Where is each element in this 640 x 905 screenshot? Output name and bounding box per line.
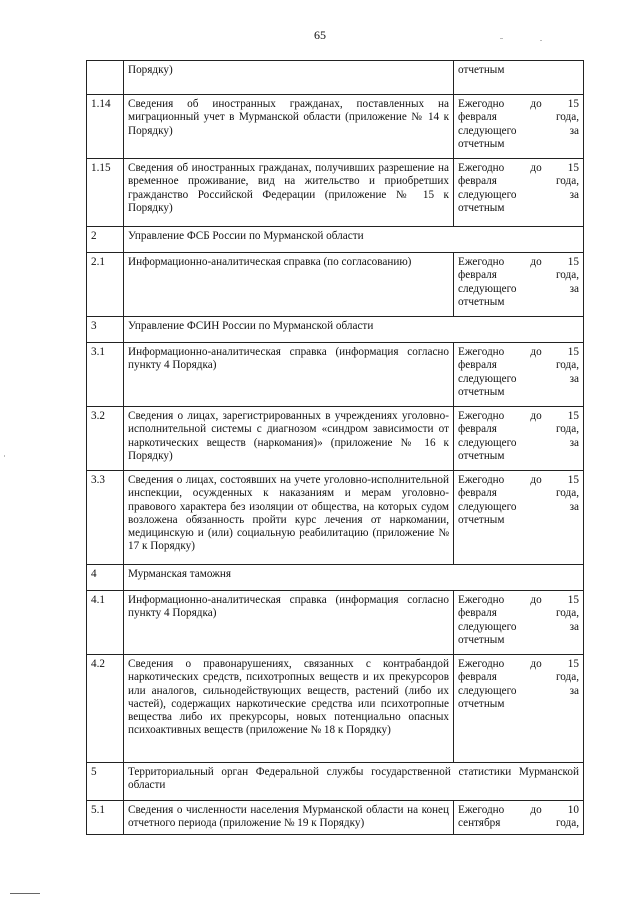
deadline-line: следующего за <box>458 188 579 201</box>
deadline-line: февраля года, <box>458 359 579 372</box>
section-row <box>87 763 584 801</box>
deadline-line: следующего за <box>458 372 579 385</box>
item-description: Информационно-аналитическая справка (информация согласно пункту 4 Порядка) <box>124 343 454 407</box>
reporting-deadline <box>454 343 584 407</box>
reporting-deadline <box>454 253 584 317</box>
item-description: Сведения об иностранных гражданах, поставленных на миграционный учет в Мурманской области (приложение № 14 к Порядку) <box>124 95 454 159</box>
section-row <box>87 565 584 591</box>
item-description: Информационно-аналитическая справка (информация согласно пункту 4 Порядка) <box>124 591 454 655</box>
row-number: 3.2 <box>87 407 124 471</box>
reporting-deadline <box>454 407 584 471</box>
deadline-line: Ежегодно до 15 <box>458 346 579 358</box>
deadline-line: отчетным <box>458 449 505 462</box>
item-description: Сведения о правонарушениях, связанных с контрабандой наркотических средств, психотропных веществ и их прекурсоров или аналогов, сильнодействующих веществ, растений (либо их частей), содержащих наркотические средства или психотропные вещества либо их прекурсоры, новых потенциально опасных психоактивных веществ (приложение № 18 к Порядку) <box>124 655 454 763</box>
row-number: 2 <box>87 227 124 253</box>
table-row <box>87 343 584 407</box>
section-row <box>87 227 584 253</box>
deadline-line: отчетным <box>458 385 505 398</box>
deadline-line: следующего за <box>458 124 579 137</box>
deadline-line: следующего за <box>458 282 579 295</box>
deadline-line: следующего за <box>458 500 579 513</box>
table-row <box>87 655 584 763</box>
row-number: 5.1 <box>87 801 124 835</box>
section-title: Мурманская таможня <box>124 565 584 591</box>
reporting-deadline <box>454 591 584 655</box>
reporting-deadline <box>454 61 584 95</box>
deadline-line: отчетным <box>458 697 505 710</box>
item-description: Сведения о численности населения Мурманской области на конец отчетного периода (приложение № 19 к Порядку) <box>124 801 454 835</box>
row-number: 4 <box>87 565 124 591</box>
row-number: 1.15 <box>87 159 124 227</box>
scan-mark <box>4 455 5 457</box>
item-description: Информационно-аналитическая справка (по согласованию) <box>124 253 454 317</box>
deadline-line: следующего за <box>458 684 579 697</box>
deadline-line: Ежегодно до 15 <box>458 98 579 110</box>
deadline-line: февраля года, <box>458 269 579 282</box>
reporting-deadline <box>454 801 584 835</box>
table-body <box>87 61 584 835</box>
scan-mark <box>500 38 503 39</box>
deadline-line: февраля года, <box>458 423 579 436</box>
row-number: 3 <box>87 317 124 343</box>
deadline-line: отчетным <box>458 295 505 308</box>
table-row <box>87 61 584 95</box>
section-title: Территориальный орган Федеральной службы государственной статистики Мурманской области <box>124 763 584 801</box>
page-number: 65 <box>314 28 326 42</box>
reporting-deadline <box>454 159 584 227</box>
item-description: Сведения о лицах, зарегистрированных в учреждениях уголовно-исполнительной системы с диагнозом «синдром зависимости от наркотических веществ (наркомания)» (приложение № 16 к Порядку) <box>124 407 454 471</box>
row-number: 5 <box>87 763 124 801</box>
deadline-line: следующего за <box>458 436 579 449</box>
row-number: 3.3 <box>87 471 124 565</box>
deadline-line: февраля года, <box>458 671 579 684</box>
deadline-line: Ежегодно до 15 <box>458 410 579 422</box>
reporting-deadline <box>454 95 584 159</box>
deadline-line: Ежегодно до 15 <box>458 594 579 606</box>
deadline-line: следующего за <box>458 620 579 633</box>
deadline-line: Ежегодно до 10 <box>458 804 579 816</box>
deadline-line: Ежегодно до 15 <box>458 658 579 670</box>
row-number: 4.2 <box>87 655 124 763</box>
item-description: Порядку) <box>124 61 454 95</box>
deadline-line: Ежегодно до 15 <box>458 162 579 174</box>
scan-mark <box>10 893 40 894</box>
deadline-line: февраля года, <box>458 111 579 124</box>
scan-mark <box>540 40 542 41</box>
deadline-line: февраля года, <box>458 487 579 500</box>
deadline-line: Ежегодно до 15 <box>458 256 579 268</box>
item-description: Сведения о лицах, состоявших на учете уголовно-исполнительной инспекции, осужденных к наказаниям и мерам уголовно-правового характера без изоляции от общества, на которых судом возложена обязанность пройти курс лечения от наркомании, медицинскую и (или) социальную реабилитацию (приложение № 17 к Порядку) <box>124 471 454 565</box>
section-title: Управление ФСБ России по Мурманской области <box>124 227 584 253</box>
deadline-line: отчетным <box>458 513 505 526</box>
row-number: 3.1 <box>87 343 124 407</box>
section-row <box>87 317 584 343</box>
table-row <box>87 159 584 227</box>
table-row <box>87 95 584 159</box>
deadline-line: отчетным <box>458 137 505 150</box>
table-row <box>87 407 584 471</box>
deadline-line: февраля года, <box>458 175 579 188</box>
table-row <box>87 471 584 565</box>
item-description: Сведения об иностранных гражданах, получивших разрешение на временное проживание, вид на жительство и приобретших гражданство Российской Федерации (приложение № 15 к Порядку) <box>124 159 454 227</box>
table-row <box>87 253 584 317</box>
deadline-line: отчетным <box>458 633 505 646</box>
deadline-line: отчетным <box>458 201 505 214</box>
row-number: 2.1 <box>87 253 124 317</box>
deadline-line: Ежегодно до 15 <box>458 474 579 486</box>
row-number: 1.14 <box>87 95 124 159</box>
deadline-line: февраля года, <box>458 607 579 620</box>
row-number: 4.1 <box>87 591 124 655</box>
deadline-line: сентября года, <box>458 817 579 830</box>
reporting-deadline <box>454 655 584 763</box>
table-row <box>87 591 584 655</box>
deadline-line: отчетным <box>458 64 505 76</box>
row-number <box>87 61 124 95</box>
section-title: Управление ФСИН России по Мурманской области <box>124 317 584 343</box>
reporting-schedule-table <box>86 60 584 835</box>
reporting-deadline <box>454 471 584 565</box>
table-row <box>87 801 584 835</box>
